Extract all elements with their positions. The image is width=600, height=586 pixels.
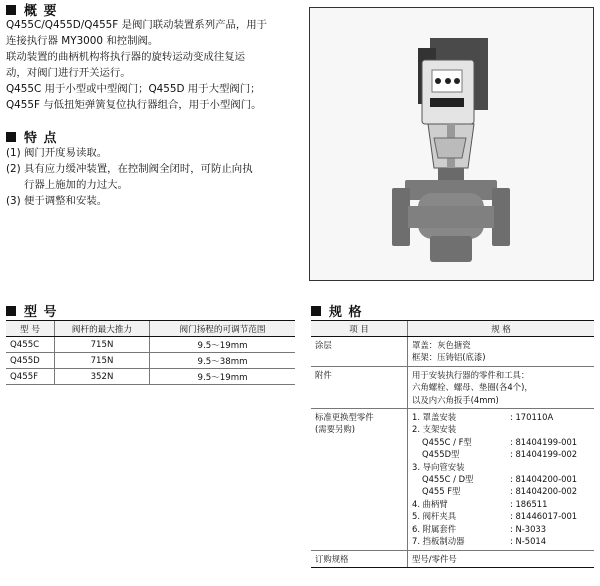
feature-text: 行器上施加的力过大。 bbox=[24, 179, 128, 191]
spec-label: 涂层 bbox=[311, 337, 408, 367]
part-row bbox=[412, 485, 590, 497]
table-row bbox=[311, 550, 594, 567]
part-number: : 81404200-002 bbox=[510, 486, 578, 497]
specs-header-cell: 规 格 bbox=[408, 321, 595, 337]
product-photo bbox=[309, 7, 594, 281]
feature-number: (2) bbox=[6, 163, 21, 175]
thrust-cell: 352N bbox=[55, 369, 150, 385]
table-row bbox=[6, 369, 295, 385]
part-name: 1. 罩盖安装 bbox=[412, 412, 457, 423]
spec-value bbox=[408, 337, 595, 367]
range-cell: 9.5～19mm bbox=[150, 337, 296, 353]
part-row bbox=[412, 498, 590, 510]
valve-actuator-illustration bbox=[310, 8, 593, 280]
part-name: 7. 挡板制动器 bbox=[412, 536, 465, 547]
part-number: : 186511 bbox=[510, 498, 548, 509]
range-cell: 9.5～38mm bbox=[150, 353, 296, 369]
specs-heading bbox=[311, 301, 363, 320]
part-number: : 81404199-001 bbox=[510, 436, 578, 447]
specs-table bbox=[311, 320, 594, 568]
features-title: 特 点 bbox=[24, 131, 58, 146]
model-cell: Q455D bbox=[6, 353, 55, 369]
part-name: Q455D型 bbox=[422, 449, 460, 460]
spec-value: 型号/零件号 bbox=[408, 550, 595, 567]
spec-value-line: 罩盖：灰色搪瓷 bbox=[412, 340, 471, 350]
models-header-cell: 阀门扬程的可调节范围 bbox=[150, 321, 296, 337]
overview-text bbox=[6, 17, 267, 113]
feature-text: 便于调整和安装。 bbox=[24, 195, 108, 207]
valve-flange-right bbox=[492, 188, 510, 246]
spec-value-line: 以及内六角扳手(4mm) bbox=[412, 394, 499, 405]
table-row bbox=[311, 337, 594, 367]
models-heading bbox=[6, 301, 58, 320]
spec-value-line: 六角螺栓、螺母、垫圈(各4个)， bbox=[412, 382, 533, 393]
spec-label: 附件 bbox=[311, 366, 408, 408]
part-name: 3. 导向管安装 bbox=[412, 461, 465, 472]
part-row bbox=[412, 523, 590, 535]
specs-header-cell: 项 目 bbox=[311, 321, 408, 337]
table-row bbox=[6, 337, 295, 353]
part-name: 2. 支架安装 bbox=[412, 424, 457, 435]
part-number: : 81404199-002 bbox=[510, 449, 578, 460]
feature-item-continued bbox=[6, 177, 253, 193]
feature-item bbox=[6, 193, 253, 209]
range-cell: 9.5～19mm bbox=[150, 369, 296, 385]
part-row bbox=[412, 423, 590, 435]
part-number: : N-3033 bbox=[510, 523, 547, 534]
part-name: Q455C / D型 bbox=[422, 474, 474, 485]
overview-line: 连接执行器 MY3000 和控制阀。 bbox=[6, 35, 159, 47]
spec-label-line: 标准更换型零件 bbox=[315, 412, 374, 423]
part-row bbox=[412, 510, 590, 522]
model-cell: Q455C bbox=[6, 337, 55, 353]
table-row bbox=[311, 366, 594, 408]
part-name: Q455C / F型 bbox=[422, 436, 472, 447]
models-table bbox=[6, 320, 295, 385]
table-row bbox=[6, 353, 295, 369]
part-number: : 81404200-001 bbox=[510, 474, 578, 485]
spec-value-line: 框架：压铸铝(底漆) bbox=[412, 352, 486, 363]
overview-line: 联动装置的曲柄机构将执行器的旋转运动变成往复运 bbox=[6, 51, 245, 63]
spec-value bbox=[408, 366, 595, 408]
specs-header-row bbox=[311, 321, 594, 337]
part-name: Q455 F型 bbox=[422, 486, 461, 497]
part-name: 6. 附属套件 bbox=[412, 523, 457, 534]
models-header-row bbox=[6, 321, 295, 337]
feature-text: 具有应力缓冲装置，在控制阀全闭时，可防止向执 bbox=[24, 163, 253, 175]
features-list bbox=[6, 145, 253, 209]
part-name: 5. 阀杆夹具 bbox=[412, 511, 457, 522]
section-marker-icon bbox=[6, 5, 16, 15]
spec-label bbox=[311, 409, 408, 550]
section-marker-icon bbox=[6, 132, 16, 142]
model-cell: Q455F bbox=[6, 369, 55, 385]
parts-list bbox=[408, 409, 595, 550]
part-row bbox=[412, 448, 590, 460]
spec-label-line: (需要另购) bbox=[315, 424, 356, 435]
section-marker-icon bbox=[311, 306, 321, 316]
table-row bbox=[311, 409, 594, 550]
feature-number: (1) bbox=[6, 147, 21, 159]
spec-value-line: 用于安装执行器的零件和工具： bbox=[412, 369, 530, 380]
feature-text: 阀门开度易读取。 bbox=[24, 147, 108, 159]
part-number: : 81446017-001 bbox=[510, 511, 578, 522]
valve-flange-left bbox=[392, 188, 410, 246]
part-row bbox=[412, 461, 590, 473]
overview-line: Q455F 与低扭矩弹簧复位执行器组合，用于小型阀门。 bbox=[6, 99, 262, 111]
part-number: : N-5014 bbox=[510, 536, 547, 547]
overview-line: 动，对阀门进行开关运行。 bbox=[6, 67, 131, 79]
specs-title: 规 格 bbox=[329, 305, 363, 320]
part-row bbox=[412, 473, 590, 485]
part-number: : 170110A bbox=[510, 412, 554, 423]
overview-line: Q455C/Q455D/Q455F 是阀门联动装置系列产品，用于 bbox=[6, 19, 268, 31]
models-header-cell: 阀杆的最大推力 bbox=[55, 321, 150, 337]
features-heading bbox=[6, 127, 58, 146]
spec-label: 订购规格 bbox=[311, 550, 408, 567]
part-name: 4. 曲柄臂 bbox=[412, 498, 448, 509]
part-row bbox=[412, 411, 590, 423]
feature-item bbox=[6, 145, 253, 161]
feature-number: (3) bbox=[6, 195, 21, 207]
thrust-cell: 715N bbox=[55, 337, 150, 353]
models-header-cell: 型 号 bbox=[6, 321, 55, 337]
models-title: 型 号 bbox=[24, 305, 58, 320]
section-marker-icon bbox=[6, 306, 16, 316]
overview-title: 概 要 bbox=[24, 4, 58, 19]
part-row bbox=[412, 436, 590, 448]
thrust-cell: 715N bbox=[55, 353, 150, 369]
part-row bbox=[412, 535, 590, 547]
overview-line: Q455C 用于小型或中型阀门；Q455D 用于大型阀门； bbox=[6, 83, 261, 95]
feature-item bbox=[6, 161, 253, 177]
